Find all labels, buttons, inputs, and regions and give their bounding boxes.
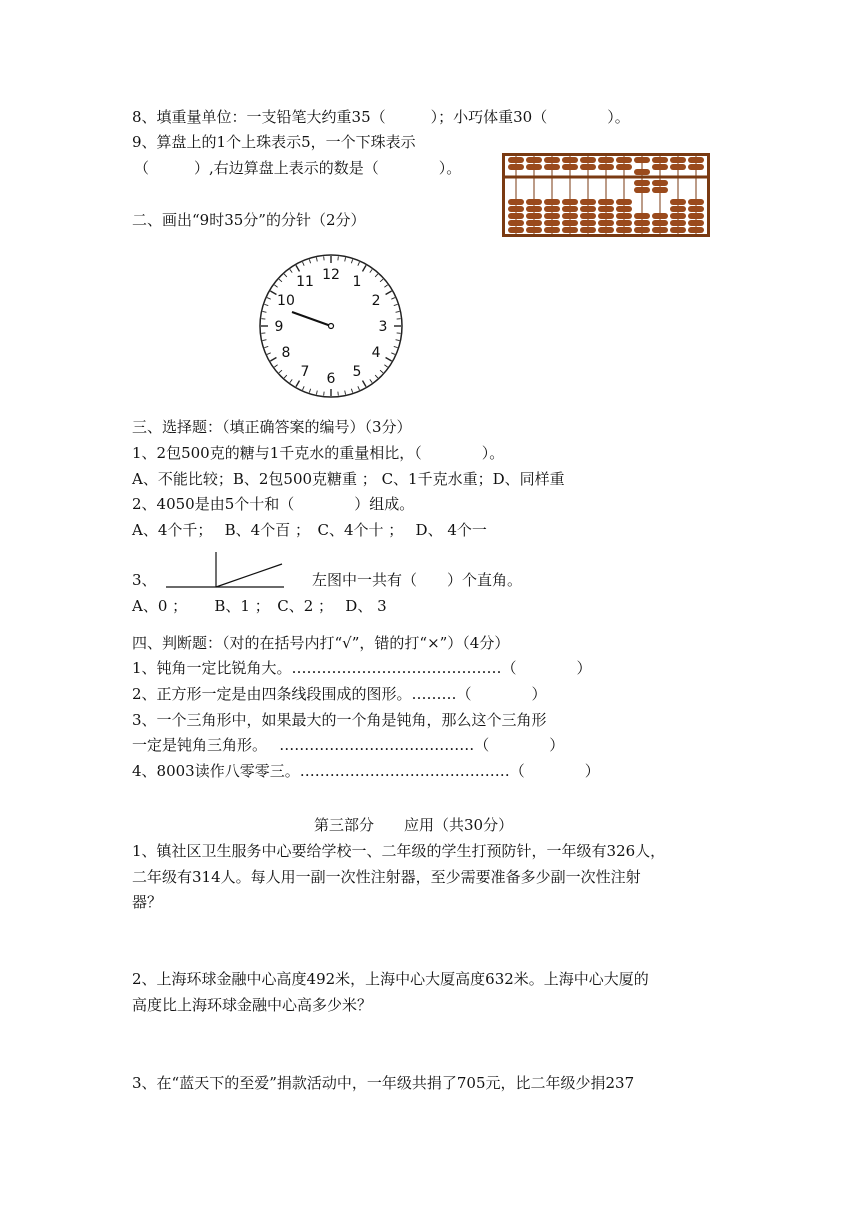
section-2-title: 二、画出“9时35分”的分针（2分） xyxy=(132,211,366,229)
clock-number: 8 xyxy=(281,345,291,361)
abacus-image xyxy=(502,153,710,237)
abacus-bead xyxy=(562,227,578,233)
abacus-bead xyxy=(652,220,668,226)
clock-number: 3 xyxy=(378,319,388,335)
abacus-bead xyxy=(544,164,560,170)
abacus-bead xyxy=(526,206,542,212)
problem-3-line1: 3、在“蓝天下的至爱”捐款活动中，一年级共捐了705元，比二年级少捐237 xyxy=(132,1074,635,1092)
judge-q1: 1、钝角一定比锐角大。……………………………………（ ） xyxy=(132,659,592,677)
clock-number: 2 xyxy=(371,293,381,309)
abacus-bead xyxy=(508,227,524,233)
abacus-bead xyxy=(652,187,668,193)
abacus-bead xyxy=(580,206,596,212)
abacus-bead xyxy=(670,213,686,219)
abacus-bead xyxy=(508,199,524,205)
abacus-bead xyxy=(670,164,686,170)
abacus-bead xyxy=(562,157,578,163)
abacus-bead xyxy=(670,199,686,205)
abacus-bead xyxy=(616,227,632,233)
clock-number: 6 xyxy=(326,371,336,387)
judge-q3-line2: 一定是钝角三角形。 …………………………………（ ） xyxy=(132,736,565,754)
abacus-bead xyxy=(544,220,560,226)
abacus-bead xyxy=(598,164,614,170)
abacus-bead xyxy=(544,199,560,205)
abacus-bead xyxy=(544,206,560,212)
abacus-bead xyxy=(526,157,542,163)
abacus-bead xyxy=(634,227,650,233)
problem-1-line3: 器？ xyxy=(132,893,163,911)
clock-number: 10 xyxy=(277,293,295,309)
abacus-bead xyxy=(598,213,614,219)
part-3-title: 第三部分 应用（共30分） xyxy=(314,816,514,834)
abacus-bead xyxy=(670,157,686,163)
abacus-bead xyxy=(526,227,542,233)
abacus-bead xyxy=(616,199,632,205)
abacus-bead xyxy=(652,227,668,233)
clock-number: 1 xyxy=(352,273,362,290)
abacus-bead xyxy=(688,157,704,163)
abacus-bead xyxy=(634,213,650,219)
abacus-bead xyxy=(670,220,686,226)
abacus-bead xyxy=(634,220,650,226)
choice-q3-number: 3、 xyxy=(132,571,157,589)
abacus-bead xyxy=(616,157,632,163)
question-9-line2: （ ）,右边算盘上表示的数是（ ）。 xyxy=(134,159,462,177)
judge-q4: 4、8003读作八零零三。……………………………………（ ） xyxy=(132,762,600,780)
abacus-bead xyxy=(634,169,650,175)
abacus-bead xyxy=(580,227,596,233)
abacus-bead xyxy=(598,206,614,212)
abacus-bead xyxy=(616,206,632,212)
clock-face xyxy=(254,254,408,400)
clock-number: 7 xyxy=(300,364,310,381)
abacus-bead xyxy=(616,213,632,219)
abacus-bead xyxy=(562,220,578,226)
clock-number: 12 xyxy=(322,267,340,283)
abacus-bead xyxy=(688,213,704,219)
abacus-bead xyxy=(544,157,560,163)
abacus-bead xyxy=(688,164,704,170)
clock-number: 5 xyxy=(352,364,362,381)
abacus-bead xyxy=(562,199,578,205)
choice-q3-options: A、0 ； B、1 ； C、2 ； D、 3 xyxy=(132,597,387,615)
abacus-bead xyxy=(598,220,614,226)
abacus-bead xyxy=(508,213,524,219)
abacus-bead xyxy=(598,199,614,205)
abacus-bead xyxy=(598,227,614,233)
section-4-title: 四、判断题：（对的在括号内打“√”，错的打“×”）（4分） xyxy=(132,634,510,652)
abacus-bead xyxy=(670,206,686,212)
choice-q2: 2、4050是由5个十和（ ）组成。 xyxy=(132,495,415,513)
abacus-bead xyxy=(580,213,596,219)
question-9-line1: 9、算盘上的1个上珠表示5，一个下珠表示 xyxy=(132,133,416,151)
question-8: 8、填重量单位：一支铅笔大约重35（ ）；小巧体重30（ ）。 xyxy=(132,108,630,126)
abacus-bead xyxy=(652,164,668,170)
abacus-bead xyxy=(580,220,596,226)
abacus-bead xyxy=(580,199,596,205)
abacus-bead xyxy=(508,206,524,212)
section-3-title: 三、选择题：（填正确答案的编号）（3分） xyxy=(132,418,412,436)
abacus-bead xyxy=(688,220,704,226)
abacus-bead xyxy=(670,227,686,233)
abacus-bead xyxy=(526,199,542,205)
abacus-bead xyxy=(508,164,524,170)
problem-2-line1: 2、上海环球金融中心高度492米，上海中心大厦高度632米。上海中心大厦的 xyxy=(132,970,649,988)
problem-1-line1: 1、镇社区卫生服务中心要给学校一、二年级的学生打预防针，一年级有326人， xyxy=(132,842,666,860)
abacus-bead xyxy=(526,220,542,226)
abacus-bead xyxy=(688,227,704,233)
abacus-bead xyxy=(688,199,704,205)
abacus-bead xyxy=(580,157,596,163)
abacus-bead xyxy=(634,187,650,193)
abacus-bead xyxy=(616,220,632,226)
abacus-bead xyxy=(688,206,704,212)
angle-figure xyxy=(164,550,286,590)
problem-1-line2: 二年级有314人。每人用一副一次性注射器，至少需要准备多少副一次性注射 xyxy=(132,868,641,886)
abacus-bead xyxy=(634,180,650,186)
abacus-bead xyxy=(544,227,560,233)
judge-q2: 2、正方形一定是由四条线段围成的图形。………（ ） xyxy=(132,685,547,703)
abacus-bead xyxy=(562,164,578,170)
abacus-bead xyxy=(652,213,668,219)
judge-q3-line1: 3、一个三角形中，如果最大的一个角是钝角，那么这个三角形 xyxy=(132,711,547,729)
abacus-bead xyxy=(526,213,542,219)
abacus-bead xyxy=(562,206,578,212)
clock-center xyxy=(329,324,334,329)
clock-number: 11 xyxy=(296,273,314,290)
choice-q1-options: A、不能比较；B、2包500克糖重 ； C、1千克水重；D、同样重 xyxy=(132,470,565,488)
abacus-bead xyxy=(562,213,578,219)
clock-number: 9 xyxy=(274,319,284,335)
clock-number: 4 xyxy=(371,345,381,361)
abacus-bead xyxy=(544,213,560,219)
choice-q1: 1、2包500克的糖与1千克水的重量相比，（ ）。 xyxy=(132,444,505,462)
abacus-bead xyxy=(508,220,524,226)
abacus-bead xyxy=(598,157,614,163)
choice-q3: 左图中一共有（ ）个直角。 xyxy=(312,571,523,589)
abacus-bead xyxy=(526,164,542,170)
choice-q2-options: A、4个千； B、4个百 ； C、4个十 ； D、 4个一 xyxy=(132,521,487,539)
abacus-bead xyxy=(652,157,668,163)
problem-2-line2: 高度比上海环球金融中心高多少米？ xyxy=(132,996,373,1014)
abacus-bead xyxy=(580,164,596,170)
abacus-bead xyxy=(508,157,524,163)
abacus-bead xyxy=(634,157,650,163)
abacus-bead xyxy=(652,180,668,186)
abacus-bead xyxy=(616,164,632,170)
